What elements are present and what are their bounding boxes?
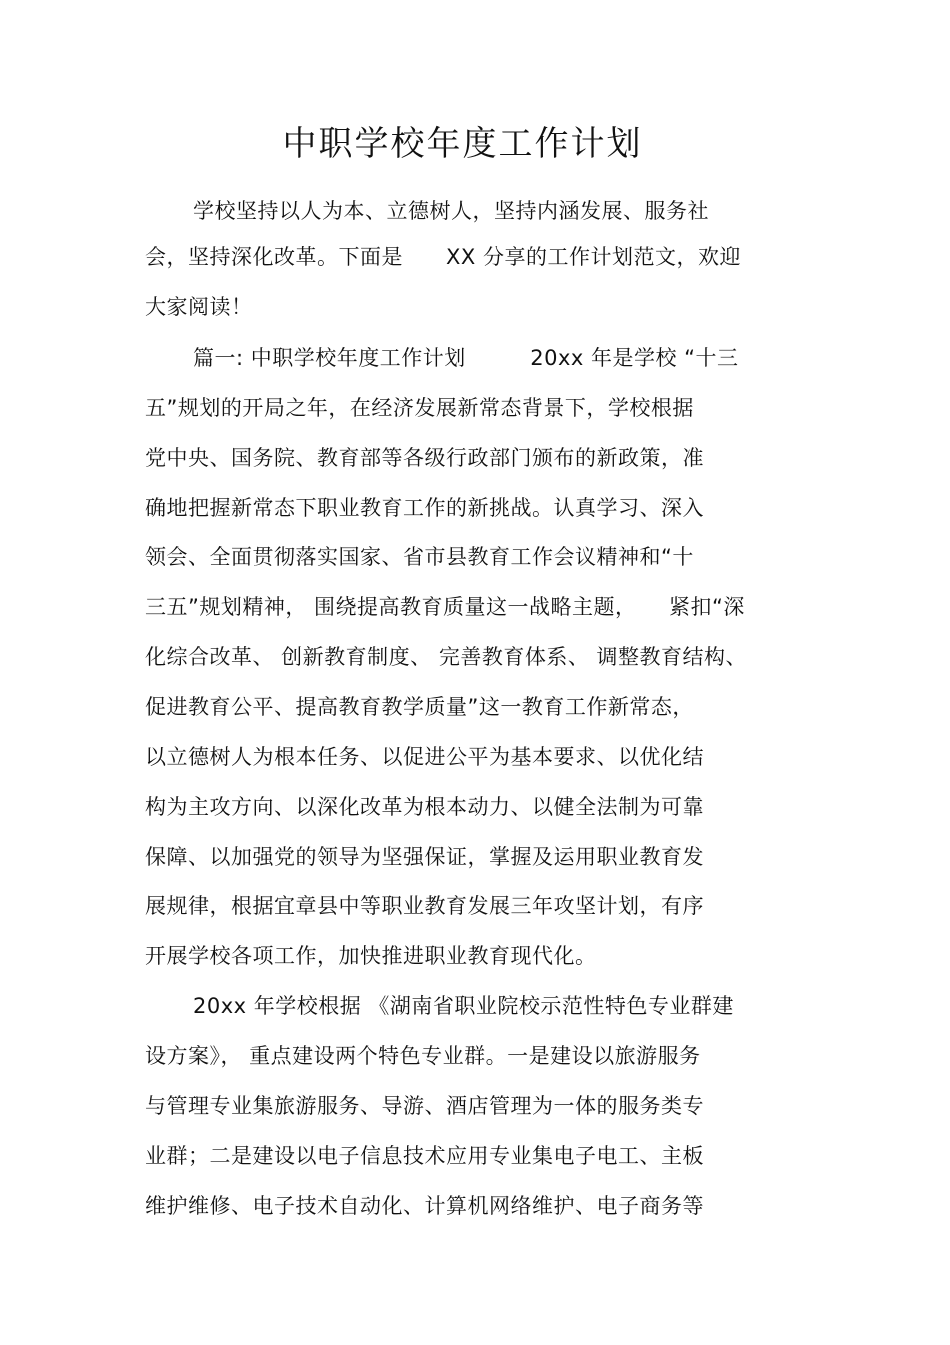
- document-title: 中职学校年度工作计划: [282, 124, 643, 164]
- paragraph-line: 以立德树人为根本任务、以促进公平为基本要求、以优化结: [145, 745, 704, 769]
- paragraph-line: 确地把握新常态下职业教育工作的新挑战。认真学习、深入: [145, 496, 704, 520]
- paragraph-line: 篇一: 中职学校年度工作计划 20xx 年是学校 “十三: [193, 346, 739, 370]
- paragraph-line: 开展学校各项工作，加快推进职业教育现代化。: [145, 944, 597, 968]
- paragraph-line: 五”规划的开局之年，在经济发展新常态背景下，学校根据: [145, 396, 694, 420]
- paragraph-line: 党中央、国务院、教育部等各级行政部门颁布的新政策，准: [145, 446, 704, 470]
- paragraph-line: 学校坚持以人为本、立德树人，坚持内涵发展、服务社: [193, 199, 709, 223]
- paragraph-line: 三五”规划精神， 围绕提高教育质量这一战略主题， 紧扣“深: [145, 595, 745, 619]
- paragraph-line: 化综合改革、 创新教育制度、 完善教育体系、 调整教育结构、: [145, 645, 748, 669]
- paragraph-line: 促进教育公平、提高教育教学质量”这一教育工作新常态，: [145, 695, 694, 719]
- paragraph-line: 设方案》， 重点建设两个特色专业群。一是建设以旅游服务: [145, 1044, 701, 1068]
- paragraph-line: 领会、全面贯彻落实国家、省市县教育工作会议精神和“十: [145, 545, 694, 569]
- paragraph-line: 构为主攻方向、以深化改革为根本动力、以健全法制为可靠: [145, 795, 704, 819]
- paragraph-line: 与管理专业集旅游服务、导游、酒店管理为一体的服务类专: [145, 1094, 704, 1118]
- paragraph-line: 展规律，根据宜章县中等职业教育发展三年攻坚计划，有序: [145, 894, 704, 918]
- paragraph-line: 维护维修、电子技术自动化、计算机网络维护、电子商务等: [145, 1194, 704, 1218]
- paragraph-line: 20xx 年学校根据 《湖南省职业院校示范性特色专业群建: [193, 994, 734, 1018]
- paragraph-line: 保障、以加强党的领导为坚强保证，掌握及运用职业教育发: [145, 845, 704, 869]
- paragraph-line: 业群；二是建设以电子信息技术应用专业集电子电工、主板: [145, 1144, 704, 1168]
- paragraph-line: 大家阅读！: [145, 295, 253, 319]
- paragraph-line: 会，坚持深化改革。下面是 XX 分享的工作计划范文，欢迎: [145, 245, 741, 269]
